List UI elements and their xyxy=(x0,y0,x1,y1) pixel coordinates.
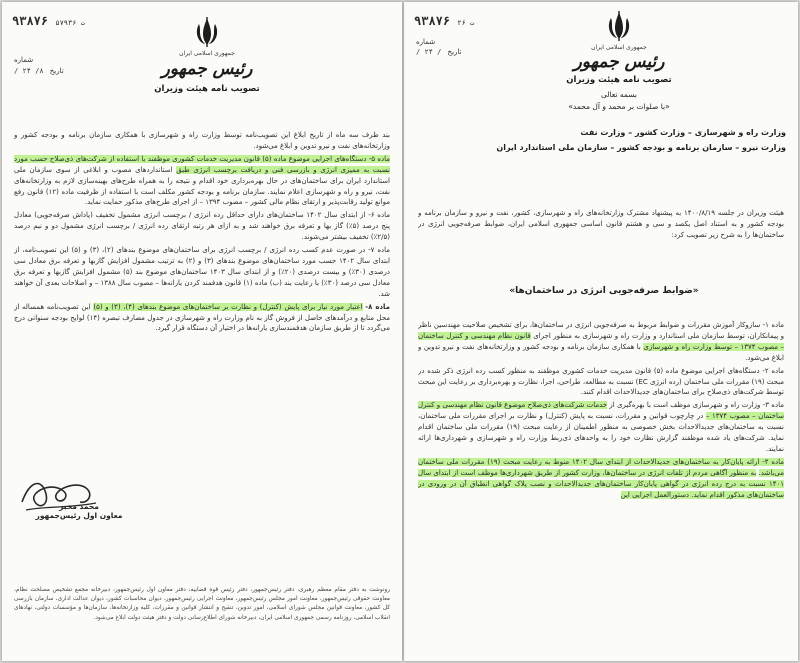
date-field: تاریخ / ۲۴ / xyxy=(416,48,462,56)
basmala: بسمه تعالی xyxy=(600,90,638,99)
article-3: ماده ۳- وزارت راه و شهرسازی موظف است با بهره‌گیری از خدمات شرکت‌های ذی‌صلاح موضوع قانون نظام مهندسی و کنترل ساختمان – مصوب ۱۳۷۴ – در چارچوب قوانین و مقررات، نسبت به پایش (کنترل) و نظارت بر اجرای مقررات ملی ساختمان، نسبت به ساختمان‌های جدیدالاحداث بخش خصوصی به منظور اطمینان از رعایت مبحث (۱۹) مقررات ملی ساختمان اقدام نماید. شرکت‌های یاد شده موظفند گزارش نظارت خود را به واحدهای ذی‌ربط وزارت راه و شهرسازی و شهرداری‌ها ارائه نمایند. xyxy=(418,401,784,453)
iran-emblem-icon xyxy=(192,16,222,48)
highlight: خدمات شرکت‌های ذی‌صلاح موضوع قانون نظام مهندسی و کنترل ساختمان – مصوب ۱۳۷۴ – xyxy=(418,401,784,421)
president-heading: رئیس جمهور xyxy=(573,52,665,72)
article-5: ماده ۵- دستگاه‌های اجرایی موضوع ماده (۵) قانون مدیریت خدمات کشوری موظفند با استفاده از شرکت‌های ذی‌صلاح حسب مورد نسبت به ممیزی انرژی و بازرسی فنی و دریافت برچسب انرژی طبق استانداردهای مصوب و ابلاغی از سوی سازمان ملی استاندارد ایران برای ساختمان‌های در حال بهره‌برداری خود اقدام و نتیجه را به همراه طرح‌های بهینه‌سازی لازم به وزارتخانه‌های نفت، نیرو و راه و شهرسازی اعلام نمایند. سازمان برنامه و بودجه کشور مکلف است با استفاده از ظرفیت ماده (۱۲) قانون رفع موانع تولید رقابت‌پذیر و ارتقای نظام مالی کشور – مصوب ۱۳۹۴ – از اجرای طرح‌های مذکور حمایت نماید. xyxy=(14,154,390,207)
president-heading: رئیس جمهور xyxy=(161,59,253,79)
highlight: ماده ۵- دستگاه‌های اجرایی موضوع ماده (۵) قانون مدیریت خدمات کشوری موظفند با استفاده از شرکت‌های ذی‌صلاح حسب مورد نسبت به ممیزی انرژی و بازرسی فنی و دریافت برچسب انرژی طبق xyxy=(14,154,390,174)
document-number: ت ۵۷۹۳۶ ۹۳۸۷۶ xyxy=(12,14,85,28)
addressee-line-2: وزارت نیرو – سازمان برنامه و بودجه کشور – سازمان ملی استاندارد ایران xyxy=(496,143,786,152)
articles-block xyxy=(418,320,784,655)
salawat: «با صلوات بر محمد و آل محمد» xyxy=(568,102,670,111)
article-2: ماده ۲- دستگاه‌های اجرایی موضوع ماده (۵) قانون مدیریت خدمات کشوری موظفند به منظور کسب رده انرژی ذکر شده در مبحث (۱۹) مقررات ملی ساختمان (رده انرژی EC) نسبت به مطالعه، طراحی، اجرا، نظارت و بهره‌برداری بر رعایت این مبحث توسط شرکت‌های ذی‌صلاح برای ساختمان‌های جدیدالاحداث اقدام کنند. xyxy=(418,366,784,397)
article-6: ماده ۶- از ابتدای سال ۱۴۰۲ ساختمان‌های دارای حداقل رده انرژی / برچسب انرژی مشمول تخفیف (پاداش صرفه‌جویی) معادل پنج درصد (۵٪) گاز بها و تعرفه برق خواهند شد و به ازای هر رتبه ارتقای رده انرژی / برچسب انرژی مشمول دو و نیم درصد (۲/۵٪) تخفیف بیشتر می‌شوند. xyxy=(14,211,390,242)
signer-title: معاون اول رئیس‌جمهور xyxy=(35,511,123,520)
date-field: تاریخ ۸/ ۲۴ / xyxy=(14,67,64,75)
highlight: قانون نظام مهندسی و کنترل ساختمان – مصوب ۱۳۷۴ – توسط وزارت راه و شهرسازی xyxy=(418,331,784,351)
intro-paragraph: هیئت وزیران در جلسه ۱۴۰۰/۸/۱۹ به پیشنهاد مشترک وزارتخانه‌های راه و شهرسازی، کشور، نفت و نیرو و سازمان برنامه و بودجه کشور و به استناد اصل یکصد و سی و هشتم قانون اساسی جمهوری اسلامی ایران، ضوابط صرفه‌جویی انرژی در ساختمان‌ها را به شرح زیر تصویب کرد: xyxy=(418,209,784,239)
signer-name: محمد مخبر xyxy=(59,502,99,511)
decree-page-2 xyxy=(2,2,402,661)
number-field: شماره xyxy=(14,56,34,64)
republic-label: جمهوری اسلامی ایران xyxy=(179,50,235,57)
decree-page-1 xyxy=(404,2,798,661)
regulation-title: «ضوابط صرفه‌جویی انرژی در ساختمان‌ها» xyxy=(509,286,699,296)
highlight: ماده ۴- ارائه پایان‌کار به ساختمان‌های جدیدالاحداث از ابتدای سال ۱۴۰۲ منوط به رعایت مبحث (۱۹) مقررات ملی ساختمان می‌باشد. xyxy=(418,457,784,477)
article-1: ماده ۱- سازوکار آموزش مقررات و ضوابط مربوط به صرفه‌جویی انرژی در ساختمان‌ها، برای تشخیص صلاحیت مهندسین ناظر و پیمانکاران، توسط سازمان ملی استاندارد و وزارت راه و شهرسازی به منظور اجرای قانون نظام مهندسی و کنترل ساختمان – مصوب ۱۳۷۴ – توسط وزارت راه و شهرسازی با همکاری سازمان برنامه و بودجه کشور و وزارتخانه‌های نفت و نیرو تدوین و ابلاغ می‌شود. xyxy=(418,321,784,362)
article-8: ماده ۸- اعتبار مورد نیاز برای پایش (کنترل) و نظارت بر ساختمان‌های موضوع بندهای (۴)، (۳) و (۵) این تصویب‌نامه همساله از محل منابع و درآمدهای حاصل از فروش گاز به نام وزارت راه و شهرسازی در جدول مصارف تبصره (۱۴) لوایح بودجه سنواتی درج می‌گردد تا از طریق سازمان هدفمندسازی یارانه‌ها در اختیار آن دستگاه قرار گیرد. xyxy=(14,302,390,333)
addressee-line-1: وزارت راه و شهرسازی – وزارت کشور – وزارت نفت xyxy=(580,128,786,137)
document-number: ت ۲۶ ۹۳۸۷۶ xyxy=(414,14,475,28)
carbon-copy-list: رونوشت به دفتر مقام معظم رهبری، دفتر رئیس‌جمهور، دفتر رئیس قوه قضاییه، دفتر معاون اول رئیس‌جمهور، دبیرخانه مجمع تشخیص مصلحت نظام، معاونت حقوقی رئیس‌جمهور، معاونت امور مجلس رئیس‌جمهور، معاونت اجرایی رئیس‌جمهور، دیوان محاسبات کشور، دیوان عدالت اداری، سازمان بازرسی کل کشور، معاونت قوانین مجلس شورای اسلامی، امور تدوین، تنقیح و انتشار قوانین و مقررات، کلیه وزارتخانه‌ها، سازمان‌ها و مؤسسات دولتی، نهادهای انقلاب اسلامی، روزنامه رسمی جمهوری اسلامی ایران، دبیرخانه شورای اطلاع‌رسانی دولت و دفتر هیئت دولت ابلاغ می‌شود. xyxy=(14,587,390,621)
signature-block xyxy=(24,502,134,520)
paragraph-continuation: بند ظرف سه ماه از تاریخ ابلاغ این تصویب‌نامه توسط وزارت راه و شهرسازی با همکاری سازمان برنامه و بودجه کشور و وزارتخانه‌های نفت و نیرو تدوین و ابلاغ می‌شود. xyxy=(14,131,390,150)
article-4 xyxy=(418,457,784,501)
cabinet-heading: تصویب نامه هیئت وزیران xyxy=(154,84,260,94)
cabinet-heading: تصویب نامه هیئت وزیران xyxy=(566,75,672,85)
republic-label: جمهوری اسلامی ایران xyxy=(591,44,647,51)
highlight: به منظور آگاهی مردم از تلفات انرژی در ساختمان‌ها، وزارت کشور از طریق شهرداری‌ها موظف است از ابتدای سال ۱۴۰۱ نسبت به درج رده انرژی در گواهی پایان‌کار ساختمان‌های جدیدالاحداث و نصب پلاک گواهی انطباق آن در ورودی در ساختمان‌های مذکور اقدام نماید. دستورالعمل اجرایی این xyxy=(418,468,784,499)
number-field: شماره xyxy=(416,38,436,46)
iran-emblem-icon xyxy=(604,10,634,42)
article-7: ماده ۷- در صورت عدم کسب رده انرژی / برچسب انرژی برای ساختمان‌های موضوع بندهای (۲)، (۳) و (۵) این تصویب‌نامه، از ابتدای سال ۱۴۰۲ حسب مورد ساختمان‌های موضوع بندهای (۳) و (۲) به ترتیب مشمول افزایش گازبها و تعرفه برق معادل سی درصدی (۳۰٪) و بیست درصدی (۲۰٪) و از ابتدای سال ۱۴۰۳ ساختمان‌های موضوع بند (۵) مشمول افزایش گازبها و تعرفه برق معادل سی درصد (۳۰٪) با رعایت بند (ب) ماده (۱) قانون هدفمند کردن یارانه‌ها – مصوب سال ۱۳۸۸ – و اصلاحات بعدی آن خواهند شد. xyxy=(14,246,390,298)
articles-block xyxy=(14,130,390,430)
highlight: اعتبار مورد نیاز برای پایش (کنترل) و نظارت بر ساختمان‌های موضوع بندهای (۴)، (۳) و (۵) xyxy=(93,302,363,311)
